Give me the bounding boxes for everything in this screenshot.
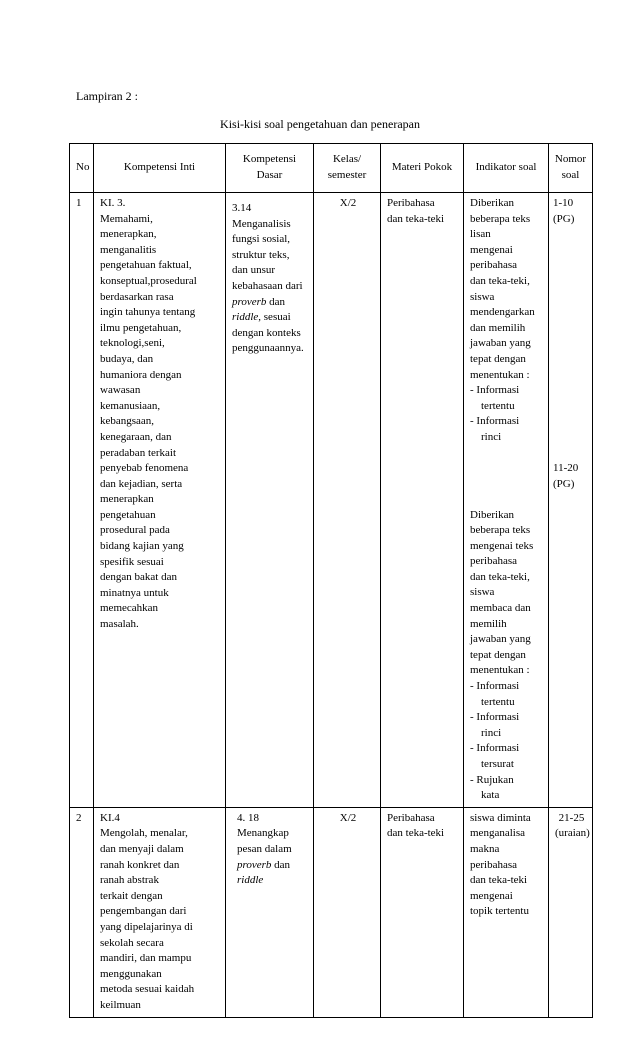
indikator-item: - Informasi tertentu	[470, 680, 520, 708]
kd-term-proverb: proverb	[232, 295, 267, 308]
table-row	[70, 807, 593, 1017]
lampiran-label: Lampiran 2 :	[76, 89, 138, 103]
col-header-kelas-semester: Kelas/ semester	[314, 144, 381, 193]
col-header-indikator-soal: Indikator soal	[464, 144, 549, 193]
nomor-soal-text: 1-10 (PG)	[553, 197, 575, 225]
cell-kompetensi-dasar	[226, 807, 314, 1017]
cell-indikator-soal	[464, 193, 549, 808]
document-title	[0, 117, 638, 132]
cell-materi-pokok: Peribahasa dan teka-teki	[381, 193, 464, 808]
indikator-text: Diberikan beberapa teks mengenai teks peribahasa dan teka-teki, siswa membaca dan memilih jawaban yang tepat dengan menentukan :	[470, 508, 534, 677]
cell-materi-pokok: Peribahasa dan teka-teki	[381, 807, 464, 1017]
table-row	[70, 193, 593, 808]
col-header-no: No	[70, 144, 94, 193]
cell-kelas-semester: X/2	[314, 807, 381, 1017]
cell-no: 1	[70, 193, 94, 808]
kisi-kisi-table	[69, 143, 593, 1018]
kd-term-riddle: riddle	[232, 311, 259, 324]
cell-kompetensi-inti: KI. 3. Memahami, menerapkan, menganalitis pengetahuan faktual, konseptual,prosedural berdasarkan rasa ingin tahunya tentang ilmu pengetahuan, teknologi,seni, budaya, dan humaniora dengan wawasan kemanusiaan, kebangsaan, kenegaraan, dan peradaban terkait penyebab fenomena dan kejadian, serta menerapkan pengetahuan prosedural pada bidang kajian yang spesifik sesuai dengan bakat dan minatnya untuk memecahkan masalah.	[94, 193, 226, 808]
kd-text: 3.14 Menganalisis fungsi sosial, struktur teks, dan unsur kebahasaan dari	[232, 202, 303, 292]
cell-nomor-soal: 21-25 (uraian)	[549, 807, 593, 1017]
col-header-kompetensi-dasar: Kompetensi Dasar	[226, 144, 314, 193]
nomor-soal-text: 11-20 (PG)	[553, 462, 579, 490]
kd-text: dan	[271, 858, 291, 871]
indikator-text: Diberikan beberapa teks lisan mengenai peribahasa dan teka-teki, siswa mendengarkan dan memilih jawaban yang tepat dengan menentukan :	[470, 197, 535, 381]
cell-indikator-soal: siswa diminta menganalisa makna peribahasa dan teka-teki mengenai topik tertentu	[464, 807, 549, 1017]
indikator-item: - Informasi rinci	[470, 711, 520, 739]
col-header-nomor-soal: Nomor soal	[549, 144, 593, 193]
table-header-row	[70, 144, 593, 193]
cell-nomor-soal	[549, 193, 593, 808]
kd-term-riddle: riddle	[237, 874, 264, 887]
kd-text: dan	[266, 295, 286, 308]
indikator-item: - Informasi tersurat	[470, 742, 520, 770]
cell-no: 2	[70, 807, 94, 1017]
document-title-text: Kisi-kisi soal pengetahuan dan penerapan	[220, 117, 420, 131]
kd-text: , sesuai dengan konteks penggunaannya.	[232, 311, 304, 355]
col-header-kompetensi-inti: Kompetensi Inti	[94, 144, 226, 193]
cell-kompetensi-dasar	[226, 193, 314, 808]
col-header-materi-pokok: Materi Pokok	[381, 144, 464, 193]
kd-term-proverb: proverb	[237, 858, 272, 871]
indikator-item: - Rujukan kata	[470, 773, 514, 802]
cell-kompetensi-inti: KI.4 Mengolah, menalar, dan menyaji dalam ranah konkret dan ranah abstrak terkait dengan pengembangan dari yang dipelajarinya di sekolah secara mandiri, dan mampu menggunakan metoda sesuai kaidah keilmuan	[94, 807, 226, 1017]
kd-text: 4. 18 Menangkap pesan dalam	[237, 811, 292, 855]
cell-kelas-semester: X/2	[314, 193, 381, 808]
indikator-item: - Informasi tertentu	[470, 384, 520, 412]
indikator-item: - Informasi rinci	[470, 415, 520, 443]
